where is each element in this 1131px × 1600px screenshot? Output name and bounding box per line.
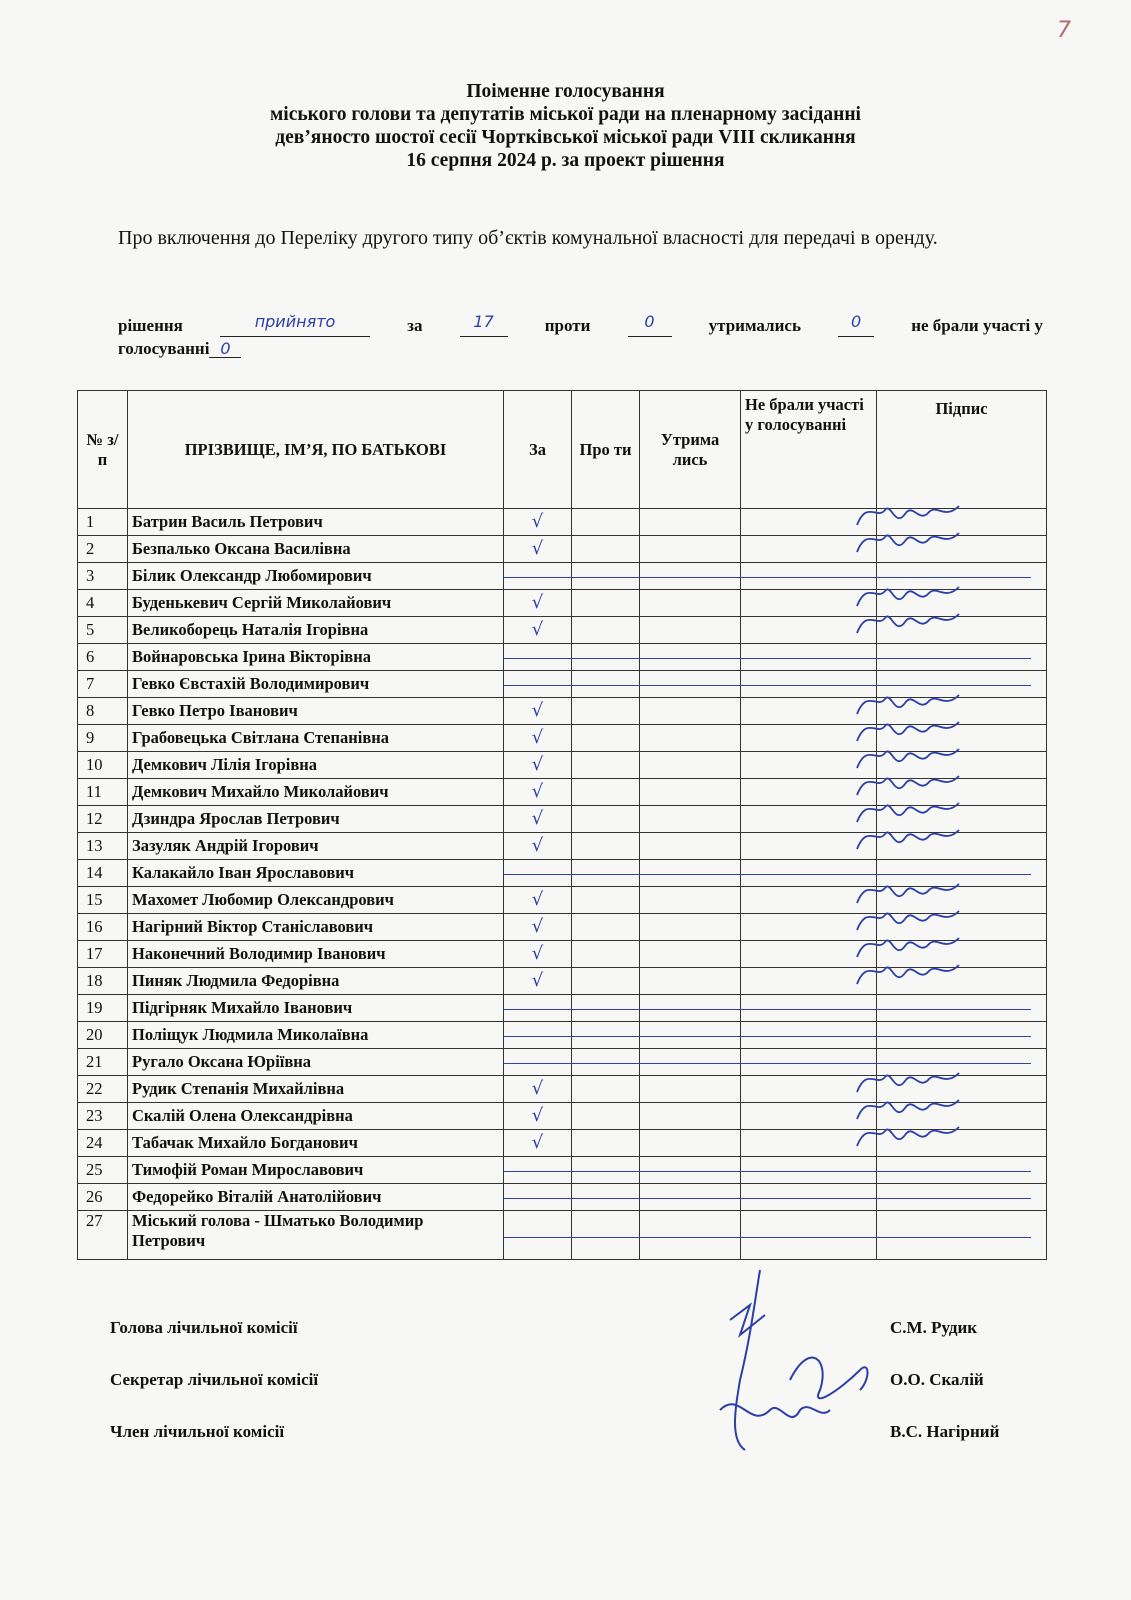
vote-abstained-cell <box>640 1076 741 1103</box>
not-voted-label-2: голосуванні <box>118 339 210 358</box>
vote-for-cell: √ <box>504 779 572 806</box>
table-row <box>78 1157 1047 1184</box>
for-label: за <box>407 316 423 335</box>
vote-for-cell: √ <box>504 887 572 914</box>
table-row <box>78 995 1047 1022</box>
deputy-name: Федорейко Віталій Анатолійович <box>128 1184 504 1211</box>
vote-against-cell <box>572 968 640 995</box>
deputy-name: Безпалько Оксана Василівна <box>128 536 504 563</box>
deputy-name: Демкович Михайло Миколайович <box>128 779 504 806</box>
row-number: 15 <box>78 887 128 914</box>
row-number: 9 <box>78 725 128 752</box>
vote-abstained-cell <box>640 1130 741 1157</box>
vote-for-cell: √ <box>504 1130 572 1157</box>
table-row <box>78 968 1047 995</box>
vote-for-cell <box>504 644 572 671</box>
vote-abstained-cell <box>640 779 741 806</box>
row-number: 14 <box>78 860 128 887</box>
vote-abstained-cell <box>640 752 741 779</box>
vote-abstained-cell <box>640 860 741 887</box>
deputy-name: Махомет Любомир Олександрович <box>128 887 504 914</box>
deputy-name: Войнаровська Ірина Вікторівна <box>128 644 504 671</box>
vote-abstained-cell <box>640 671 741 698</box>
deputy-name: Підгірняк Михайло Іванович <box>128 995 504 1022</box>
vote-abstained-cell <box>640 1184 741 1211</box>
row-number: 26 <box>78 1184 128 1211</box>
row-number: 2 <box>78 536 128 563</box>
signature-cell <box>877 1211 1047 1260</box>
commission-row <box>110 1422 1030 1474</box>
title-line-3: дев’яносто шостої сесії Чортківської міської ради VIII скликання <box>275 127 856 148</box>
vote-for-cell: √ <box>504 1076 572 1103</box>
row-number: 3 <box>78 563 128 590</box>
vote-against-cell <box>572 860 640 887</box>
row-number: 22 <box>78 1076 128 1103</box>
not-voted-label-1: не брали участі у <box>911 316 1043 335</box>
handwritten-signature <box>837 522 987 566</box>
vote-against-cell <box>572 671 640 698</box>
vote-for-cell: √ <box>504 698 572 725</box>
vote-not-voted-cell <box>741 644 877 671</box>
col-num-header: № з/п <box>78 391 128 509</box>
signature-cell <box>877 1184 1047 1211</box>
col-for-header: За <box>504 391 572 509</box>
row-number: 4 <box>78 590 128 617</box>
deputy-name: Батрин Василь Петрович <box>128 509 504 536</box>
handwritten-signature <box>837 603 987 647</box>
row-number: 11 <box>78 779 128 806</box>
deputy-name: Ругало Оксана Юріївна <box>128 1049 504 1076</box>
draft-decision-subject: Про включення до Переліку другого типу об’єктів комунальної власності для передачі в оренду. <box>118 227 938 249</box>
decision-value: прийнято <box>220 314 370 337</box>
signature-cell <box>877 1130 1047 1157</box>
title-line-2: міського голови та депутатів міської ради на пленарному засіданні <box>270 104 861 125</box>
signature-cell <box>877 536 1047 563</box>
vote-abstained-cell <box>640 806 741 833</box>
deputy-name: Скалій Олена Олександрівна <box>128 1103 504 1130</box>
abstained-label: утримались <box>708 316 801 335</box>
abstained-count: 0 <box>838 314 874 337</box>
signature-cell <box>877 1157 1047 1184</box>
vote-abstained-cell <box>640 1211 741 1260</box>
decision-summary <box>118 314 1043 360</box>
signature-cell <box>877 1022 1047 1049</box>
vote-abstained-cell <box>640 833 741 860</box>
vote-for-cell <box>504 995 572 1022</box>
signature-cell <box>877 995 1047 1022</box>
commission-member-name: С.М. Рудик <box>890 1318 978 1337</box>
vote-for-cell <box>504 1157 572 1184</box>
signature-cell <box>877 968 1047 995</box>
vote-against-cell <box>572 1130 640 1157</box>
vote-against-cell <box>572 536 640 563</box>
handwritten-signature <box>837 1116 987 1160</box>
vote-against-cell <box>572 1022 640 1049</box>
vote-abstained-cell <box>640 1022 741 1049</box>
commission-row <box>110 1370 1030 1422</box>
table-header-row <box>78 391 1047 509</box>
decision-label: рішення <box>118 316 183 335</box>
commission-row <box>110 1318 1030 1370</box>
row-number: 12 <box>78 806 128 833</box>
against-label: проти <box>544 316 591 335</box>
vote-against-cell <box>572 644 640 671</box>
vote-abstained-cell <box>640 563 741 590</box>
deputy-name: Наконечний Володимир Іванович <box>128 941 504 968</box>
vote-for-cell: √ <box>504 941 572 968</box>
vote-against-cell <box>572 806 640 833</box>
title-line-4: 16 серпня 2024 р. за проект рішення <box>406 150 725 171</box>
vote-against-cell <box>572 509 640 536</box>
vote-against-cell <box>572 941 640 968</box>
table-row <box>78 1022 1047 1049</box>
deputy-name: Пиняк Людмила Федорівна <box>128 968 504 995</box>
vote-against-cell <box>572 563 640 590</box>
vote-abstained-cell <box>640 644 741 671</box>
vote-for-cell: √ <box>504 968 572 995</box>
col-against-header: Про ти <box>572 391 640 509</box>
table-row <box>78 617 1047 644</box>
roll-call-table <box>77 390 1047 1260</box>
vote-for-cell: √ <box>504 1103 572 1130</box>
row-number: 20 <box>78 1022 128 1049</box>
row-number: 16 <box>78 914 128 941</box>
vote-abstained-cell <box>640 887 741 914</box>
deputy-name: Великоборець Наталія Ігорівна <box>128 617 504 644</box>
row-number: 18 <box>78 968 128 995</box>
row-number: 1 <box>78 509 128 536</box>
vote-against-cell <box>572 1103 640 1130</box>
vote-for-cell: √ <box>504 806 572 833</box>
vote-abstained-cell <box>640 995 741 1022</box>
deputy-name: Міський голова - Шматько Володимир Петрович <box>128 1211 504 1260</box>
deputy-name: Зазуляк Андрій Ігорович <box>128 833 504 860</box>
vote-not-voted-cell <box>741 1157 877 1184</box>
handwritten-signature <box>837 954 987 998</box>
deputy-name: Нагірний Віктор Станіславович <box>128 914 504 941</box>
row-number: 27 <box>78 1211 128 1260</box>
vote-for-cell <box>504 563 572 590</box>
vote-abstained-cell <box>640 941 741 968</box>
not-voted-count: 0 <box>209 341 241 358</box>
deputy-name: Табачак Михайло Богданович <box>128 1130 504 1157</box>
page-number: 7 <box>1057 18 1071 43</box>
commission-role: Секретар лічильної комісії <box>110 1370 319 1389</box>
vote-for-cell: √ <box>504 752 572 779</box>
vote-against-cell <box>572 1184 640 1211</box>
commission-role: Член лічильної комісії <box>110 1422 285 1441</box>
vote-against-cell <box>572 779 640 806</box>
vote-for-cell: √ <box>504 509 572 536</box>
vote-against-cell <box>572 752 640 779</box>
col-signature-header: Підпис <box>877 391 1047 509</box>
vote-abstained-cell <box>640 725 741 752</box>
deputy-name: Буденькевич Сергій Миколайович <box>128 590 504 617</box>
deputy-name: Тимофій Роман Мирославович <box>128 1157 504 1184</box>
vote-for-cell: √ <box>504 725 572 752</box>
deputy-name: Демкович Лілія Ігорівна <box>128 752 504 779</box>
vote-against-cell <box>572 887 640 914</box>
table-row <box>78 1211 1047 1260</box>
row-number: 7 <box>78 671 128 698</box>
deputy-name: Калакайло Іван Ярославович <box>128 860 504 887</box>
counting-commission <box>110 1318 1030 1474</box>
vote-abstained-cell <box>640 590 741 617</box>
vote-for-cell <box>504 860 572 887</box>
row-number: 21 <box>78 1049 128 1076</box>
vote-abstained-cell <box>640 1049 741 1076</box>
table-row <box>78 833 1047 860</box>
vote-for-cell: √ <box>504 914 572 941</box>
vote-against-cell <box>572 617 640 644</box>
vote-abstained-cell <box>640 1157 741 1184</box>
table-row <box>78 1184 1047 1211</box>
row-number: 5 <box>78 617 128 644</box>
vote-for-cell: √ <box>504 833 572 860</box>
vote-against-cell <box>572 698 640 725</box>
row-number: 23 <box>78 1103 128 1130</box>
signature-cell <box>877 644 1047 671</box>
deputy-name: Дзиндра Ярослав Петрович <box>128 806 504 833</box>
vote-against-cell <box>572 1049 640 1076</box>
vote-for-cell: √ <box>504 536 572 563</box>
row-number: 19 <box>78 995 128 1022</box>
deputy-name: Поліщук Людмила Миколаївна <box>128 1022 504 1049</box>
vote-abstained-cell <box>640 698 741 725</box>
row-number: 25 <box>78 1157 128 1184</box>
vote-against-cell <box>572 1076 640 1103</box>
document-title <box>0 80 1131 172</box>
col-not-voted-header: Не брали участі у голосуванні <box>741 391 877 509</box>
deputy-name: Грабовецька Світлана Степанівна <box>128 725 504 752</box>
col-name-header: ПРІЗВИЩЕ, ІМ’Я, ПО БАТЬКОВІ <box>128 391 504 509</box>
deputy-name: Гевко Євстахій Володимирович <box>128 671 504 698</box>
deputy-name: Гевко Петро Іванович <box>128 698 504 725</box>
deputy-name: Рудик Степанія Михайлівна <box>128 1076 504 1103</box>
vote-abstained-cell <box>640 968 741 995</box>
deputy-name: Білик Олександр Любомирович <box>128 563 504 590</box>
title-line-1: Поіменне голосування <box>466 81 665 102</box>
vote-against-cell <box>572 833 640 860</box>
vote-abstained-cell <box>640 1103 741 1130</box>
vote-against-cell <box>572 995 640 1022</box>
col-abstained-header: Утрима лись <box>640 391 741 509</box>
row-number: 6 <box>78 644 128 671</box>
vote-against-cell <box>572 1157 640 1184</box>
vote-for-cell <box>504 671 572 698</box>
row-number: 13 <box>78 833 128 860</box>
row-number: 10 <box>78 752 128 779</box>
vote-not-voted-cell <box>741 1022 877 1049</box>
signature-cell <box>877 833 1047 860</box>
table-row <box>78 644 1047 671</box>
against-count: 0 <box>628 314 672 337</box>
vote-abstained-cell <box>640 509 741 536</box>
vote-against-cell <box>572 1211 640 1260</box>
vote-for-cell: √ <box>504 617 572 644</box>
table-row <box>78 1130 1047 1157</box>
vote-against-cell <box>572 590 640 617</box>
vote-against-cell <box>572 914 640 941</box>
vote-for-cell <box>504 1211 572 1260</box>
vote-for-cell <box>504 1049 572 1076</box>
signature-cell <box>877 617 1047 644</box>
commission-member-name: В.С. Нагірний <box>890 1422 1000 1441</box>
table-row <box>78 536 1047 563</box>
vote-not-voted-cell <box>741 1211 877 1260</box>
commission-role: Голова лічильної комісії <box>110 1318 298 1337</box>
vote-for-cell: √ <box>504 590 572 617</box>
commission-member-name: О.О. Скалій <box>890 1370 984 1389</box>
row-number: 17 <box>78 941 128 968</box>
vote-abstained-cell <box>640 536 741 563</box>
vote-not-voted-cell <box>741 1184 877 1211</box>
vote-for-cell <box>504 1022 572 1049</box>
handwritten-signature <box>837 819 987 863</box>
row-number: 24 <box>78 1130 128 1157</box>
row-number: 8 <box>78 698 128 725</box>
vote-abstained-cell <box>640 617 741 644</box>
vote-against-cell <box>572 725 640 752</box>
for-count: 17 <box>460 314 508 337</box>
vote-not-voted-cell <box>741 995 877 1022</box>
vote-for-cell <box>504 1184 572 1211</box>
vote-abstained-cell <box>640 914 741 941</box>
